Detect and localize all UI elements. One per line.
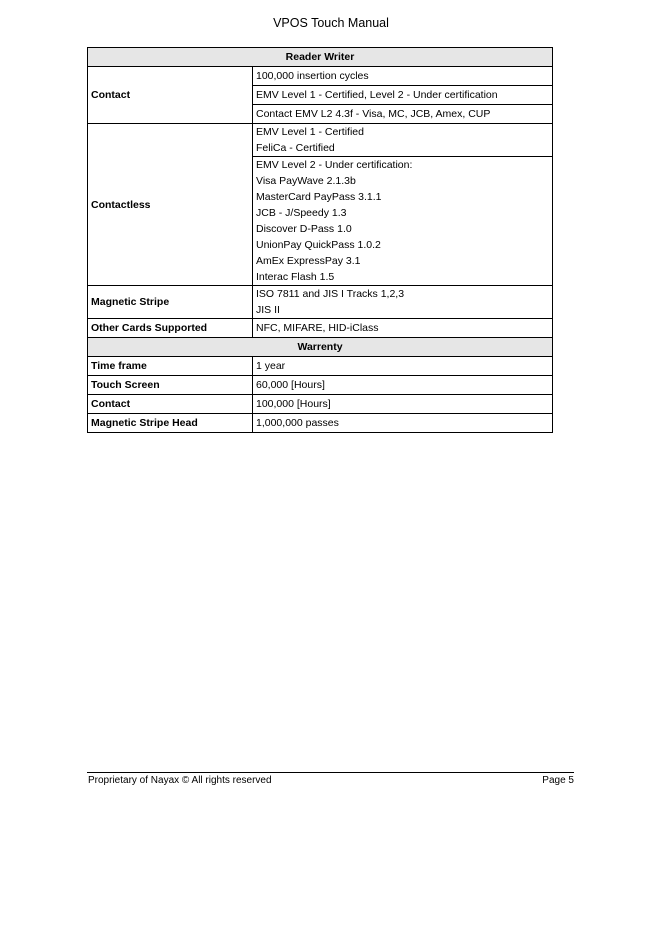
cell-line: AmEx ExpressPay 3.1 xyxy=(256,255,361,267)
cell-line: UnionPay QuickPass 1.0.2 xyxy=(256,239,381,251)
section-row-reader-writer xyxy=(88,48,553,67)
cell-value: 1 year xyxy=(253,357,553,376)
row-label-time-frame: Time frame xyxy=(88,357,253,376)
row-label-magnetic-stripe: Magnetic Stripe xyxy=(88,286,253,319)
section-heading-warranty: Warrenty xyxy=(88,338,553,357)
table-row xyxy=(88,67,553,86)
cell-value: 60,000 [Hours] xyxy=(253,376,553,395)
cell-line: EMV Level 1 - Certified xyxy=(256,126,364,138)
row-label-other-cards: Other Cards Supported xyxy=(88,319,253,338)
footer-page-number: Page 5 xyxy=(542,775,574,786)
footer-divider xyxy=(87,772,574,773)
cell-line: MasterCard PayPass 3.1.1 xyxy=(256,191,382,203)
cell-value: EMV Level 1 - Certified, Level 2 - Under certification xyxy=(253,86,553,105)
table-row xyxy=(88,357,553,376)
section-row-warranty xyxy=(88,338,553,357)
cell-line: Discover D-Pass 1.0 xyxy=(256,223,352,235)
row-label-contact-hours: Contact xyxy=(88,395,253,414)
cell-value-multiline xyxy=(253,157,553,286)
cell-value: 100,000 [Hours] xyxy=(253,395,553,414)
page-header-title: VPOS Touch Manual xyxy=(273,16,389,30)
cell-line: JCB - J/Speedy 1.3 xyxy=(256,207,347,219)
cell-value: Contact EMV L2 4.3f - Visa, MC, JCB, Amex, CUP xyxy=(253,105,553,124)
footer-copyright: Proprietary of Nayax © All rights reserved xyxy=(88,775,272,786)
cell-value: NFC, MIFARE, HID-iClass xyxy=(253,319,553,338)
cell-value-multiline xyxy=(253,124,553,157)
cell-value: 1,000,000 passes xyxy=(253,414,553,433)
row-label-magnetic-stripe-head: Magnetic Stripe Head xyxy=(88,414,253,433)
row-label-contact: Contact xyxy=(88,67,253,124)
cell-line: FeliCa - Certified xyxy=(256,142,335,154)
cell-line: JIS II xyxy=(256,304,280,316)
cell-line: ISO 7811 and JIS I Tracks 1,2,3 xyxy=(256,288,405,300)
cell-line: EMV Level 2 - Under certification: xyxy=(256,159,413,171)
cell-line: Visa PayWave 2.1.3b xyxy=(256,175,356,187)
table-row xyxy=(88,124,553,157)
spec-table xyxy=(87,47,553,433)
table-row xyxy=(88,376,553,395)
table-row xyxy=(88,395,553,414)
section-heading-reader-writer: Reader Writer xyxy=(88,48,553,67)
table-row xyxy=(88,414,553,433)
cell-line: Interac Flash 1.5 xyxy=(256,271,335,283)
row-label-contactless: Contactless xyxy=(88,124,253,286)
table-row xyxy=(88,286,553,319)
row-label-touch-screen: Touch Screen xyxy=(88,376,253,395)
table-row xyxy=(88,319,553,338)
cell-value-multiline xyxy=(253,286,553,319)
cell-value: 100,000 insertion cycles xyxy=(253,67,553,86)
